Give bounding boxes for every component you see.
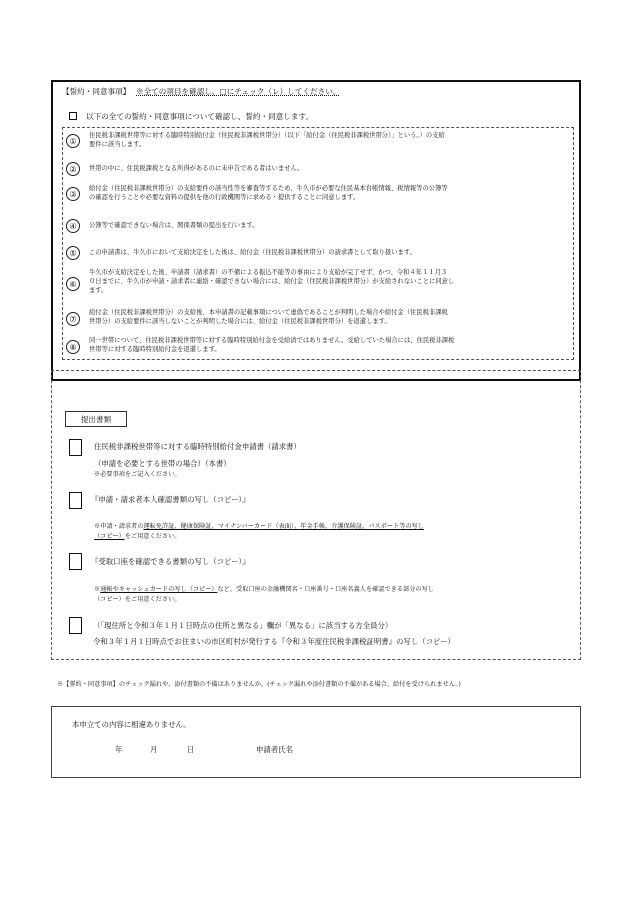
doc2-note bbox=[94, 522, 424, 532]
doc3-note-list: 通帳やキャッシュカードの写し（コピー） bbox=[100, 586, 218, 593]
applicant-name-label: 申請者氏名 bbox=[256, 745, 293, 754]
item-number: ⑦ bbox=[66, 312, 80, 326]
doc2-checkbox[interactable] bbox=[69, 492, 82, 509]
pledge-item-7 bbox=[62, 308, 574, 330]
item-text: 牛久市が支給決定をした後、申請書（請求書）の不備による振込不能等の事由により支給が完了せず、かつ、令和４年１１月３ ０日までに、牛久市が申請・請求者に連絡・確認できない場合には、給付金（住民税非課税世帯分）が支給されないことに同意し ます。 bbox=[89, 269, 455, 295]
documents-title: 提出書類 bbox=[65, 411, 127, 427]
doc2-note-prefix: ※申請・請求者の bbox=[94, 523, 144, 530]
doc3-title: 『受取口座を確認できる書類の写し（コピー）』 bbox=[91, 557, 250, 566]
doc2-note-line2 bbox=[94, 532, 180, 542]
doc2-note-copy: （コピー） bbox=[94, 533, 125, 540]
doc1-note: ※必要事項をご記入ください。 bbox=[94, 471, 181, 478]
doc4-checkbox[interactable] bbox=[69, 617, 82, 634]
item-text: 住民税非課税世帯等に対する臨時特別給付金（住民税非課税世帯分）（以下「給付金（住民税非課税世帯分）」という。）の支給 要件に該当します。 bbox=[89, 132, 445, 149]
pledge-item-8 bbox=[62, 336, 574, 358]
item-text: 給付金（住民税非課税世帯分）の支給後、本申請書の記載事項について虚偽であることが判明した場合や給付金（住民税非課税 世帯分）の支給要件に該当しないことが判明した場合には、給付金（住民税非課税世帯分）を返還します。 bbox=[89, 309, 448, 326]
documents-section bbox=[51, 370, 581, 660]
doc3-note-prefix: ※ bbox=[94, 586, 101, 593]
doc1-title: 住民税非課税世帯等に対する臨時特別給付金申請書（請求書） bbox=[94, 442, 301, 451]
item-number: ⑥ bbox=[66, 277, 80, 291]
agree-all-row[interactable] bbox=[69, 112, 313, 122]
doc4-condition: （「現住所と令和３年１月１日時点の住所と異なる」欄が「異なる」に該当する方全員分） bbox=[93, 621, 393, 630]
pledge-instruction: ※全ての項目を確認し、□にチェック（レ）してください。 bbox=[136, 87, 341, 96]
item-text: 同一世帯について、住民税非課税世帯等に対する臨時特別給付金を受給済ではありません。受給していた場合には、住民税非課税 世帯等に対する臨時特別給付金を返還します。 bbox=[89, 337, 455, 354]
declaration-section bbox=[51, 706, 581, 778]
doc2-note-list: 運転免許証、健康保険証、マイナンバーカード（表面）、年金手帳、介護保険証、パスポート等の写し bbox=[143, 523, 425, 530]
pledge-item-3 bbox=[62, 184, 574, 206]
item-text: 公簿等で確認できない場合は、関係書類の提出を行います。 bbox=[89, 222, 259, 229]
item-number: ⑧ bbox=[66, 340, 80, 354]
declaration-statement: 本申立ての内容に相違ありません。 bbox=[72, 720, 191, 729]
item-text: 給付金（住民税非課税世帯分）の支給要件の該当性等を審査等するため、牛久市が必要な住民基本台帳情報、税情報等の公簿等 の確認を行うことや必要な資料の提供を他の行政機関等に求める・提供することに同意します。 bbox=[89, 185, 448, 202]
item-number: ⑤ bbox=[66, 246, 80, 260]
doc1-subtitle: （申請を必要とする世帯の場合）（本書） bbox=[94, 459, 231, 468]
item-number: ② bbox=[66, 162, 80, 176]
pledge-header bbox=[62, 87, 340, 97]
pledge-item-5 bbox=[62, 246, 574, 260]
doc3-note-rest: など、受取口座の金融機関名・口座番号・口座名義人を確認できる部分の写し bbox=[217, 586, 434, 593]
doc2-title: 『申請・請求者本人確認書類の写し（コピー）』 bbox=[91, 495, 250, 504]
pledge-item-4 bbox=[62, 219, 574, 233]
item-text: 世帯の中に、住民税課税となる所得があるのに未申告である者はいません。 bbox=[89, 165, 304, 172]
doc3-note bbox=[94, 585, 434, 595]
pledge-item-6 bbox=[62, 268, 574, 298]
item-text: この申請書は、牛久市において支給決定をした後は、給付金（住民税非課税世帯分）の請求書として取り扱います。 bbox=[89, 249, 416, 256]
date-day-label: 日 bbox=[187, 745, 195, 754]
item-number: ① bbox=[66, 134, 80, 148]
item-number: ④ bbox=[66, 219, 80, 233]
pledge-title: 【誓約・同意事項】 bbox=[62, 87, 131, 96]
doc3-note-line2: （コピー）をご用意ください。 bbox=[94, 596, 181, 603]
doc1-checkbox[interactable] bbox=[69, 439, 82, 456]
pledge-item-2 bbox=[62, 162, 574, 176]
doc2-note-suffix: をご用意ください。 bbox=[124, 533, 181, 540]
doc4-title: 令和３年１月１日時点でお住まいの市区町村が発行する『令和３年度住民税非課税証明書』の写し（コピー） bbox=[93, 637, 455, 646]
agree-all-checkbox[interactable] bbox=[69, 112, 77, 120]
date-year-label: 年 bbox=[115, 745, 123, 754]
footnote: ※【誓約・同意事項】のチェック漏れや、添付書類の不備はありませんか。(チェック漏れや添付書類の不備がある場合、給付を受けられません。) bbox=[57, 681, 461, 688]
pledge-item-1 bbox=[62, 130, 574, 152]
item-number: ③ bbox=[66, 187, 80, 201]
agree-all-label: 以下の全ての誓約・同意事項について確認し、誓約・同意します。 bbox=[86, 112, 314, 121]
doc3-checkbox[interactable] bbox=[69, 553, 82, 570]
date-month-label: 月 bbox=[150, 745, 158, 754]
